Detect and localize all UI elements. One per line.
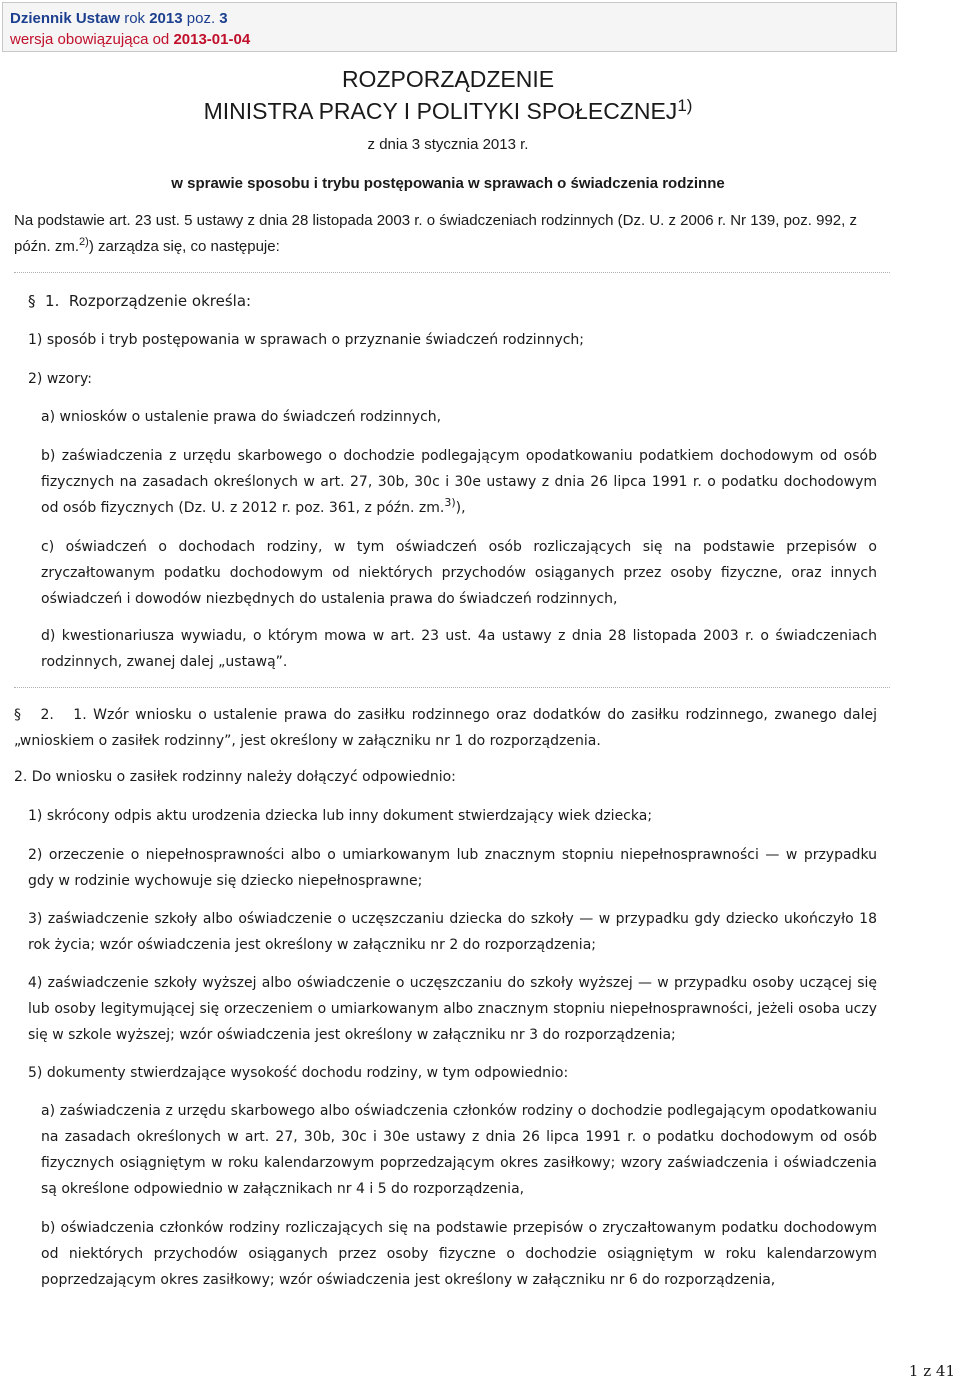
paragraph: b) oświadczenia członków rodziny rozliczających się na podstawie przepisów o zryczałtowanym podatku dochodowym od niektórych przychodów osiąganych przez osoby fizyczne o dochodzie osiągniętym w roku kalendarzowym poprzedzającym okres zasiłkowy; wzór oświadczenia jest określony w załączniku nr 6 do rozporządzenia,: [41, 1220, 877, 1288]
section-2-number: 2.: [40, 707, 54, 723]
document-subject: w sprawie sposobu i trybu postępowania w sprawach o świadczenia rodzinne: [171, 175, 725, 192]
paragraph: 1) skrócony odpis aktu urodzenia dziecka lub inny dokument stwierdzający wiek dziecka;: [28, 808, 653, 824]
paragraph: § 2. 1. Wzór wniosku o ustalenie prawa do zasiłku rodzinnego oraz dodatków do zasiłku rodzinnego, zwanego dalej „wnioskiem o zasiłek rodzinny”, jest określony w załączniku nr 1 do rozporządzenia.: [14, 707, 877, 749]
page-number: 1 z 41: [908, 1362, 955, 1380]
paragraph: a) zaświadczenia z urzędu skarbowego albo oświadczenia członków rodziny o dochodzie podlegającym opodatkowaniu na zasadach określonych w art. 27, 30b, 30c i 30e ustawy z dnia 26 lipca 1991 r. o podatku dochodowym od osób fizycznych osiągniętym w roku kalendarzowym poprzedzającym okres zasiłkowy; wzory zaświadczenia i oświadczenia są określone odpowiednio w załącznikach nr 4 i 5 do rozporządzenia,: [41, 1103, 877, 1197]
paragraph: c) oświadczeń o dochodach rodziny, w tym oświadczeń osób rozliczających się na podstawie przepisów o zryczałtowanym podatku dochodowym od niektórych przychodów osiąganych przez osoby fizyczne, oraz innych oświadczeń i dowodów niezbędnych do ustalenia prawa do świadczeń rodzinnych,: [41, 539, 877, 607]
paragraph: 3) zaświadczenie szkoły albo oświadczenie o uczęszczaniu dziecka do szkoły — w przypadku gdy dziecko ukończyło 18 rok życia; wzór oświadczenia jest określony w załączniku nr 2 do rozporządzenia;: [28, 911, 877, 953]
paragraph: 5) dokumenty stwierdzające wysokość dochodu rodziny, w tym odpowiednio:: [28, 1065, 569, 1081]
footnote-ref[interactable]: 1): [677, 96, 693, 115]
paragraph: 2) wzory:: [28, 371, 92, 387]
document-date: z dnia 3 stycznia 2013 r.: [367, 136, 529, 153]
paragraph: b) zaświadczenia z urzędu skarbowego o dochodzie podlegającym opodatkowaniu podatkiem dochodowym od osób fizycznych na zasadach określonych w art. 27, 30b, 30c i 30e ustawy z dnia 26 lipca 1991 r. o podatku dochodowym od osób fizycznych (Dz. U. z 2012 r. poz. 361, z późn. zm.$^{3)}$),: [41, 448, 877, 516]
version-info: wersja obowiązująca od 2013-01-04: [10, 31, 251, 48]
paragraph: a) wniosków o ustalenie prawa do świadczeń rodzinnych,: [41, 409, 442, 425]
journal-reference: Dziennik Ustaw rok 2013 poz. 3: [10, 10, 228, 27]
section-divider: [14, 272, 890, 273]
paragraph: 1) sposób i tryb postępowania w sprawach o przyznanie świadczeń rodzinnych;: [28, 332, 585, 348]
paragraph: 2) orzeczenie o niepełnosprawności albo o umiarkowanym lub znacznym stopniu niepełnosprawności — w przypadku gdy w rodzinie wychowuje się dziecko niepełnosprawne;: [28, 847, 877, 889]
document-title: ROZPORZĄDZENIE: [341, 66, 555, 92]
section-divider: [14, 687, 890, 688]
section-1-heading: § 1. Rozporządzenie określa:: [28, 292, 252, 310]
paragraph: 2. Do wniosku o zasiłek rodzinny należy dołączyć odpowiednio:: [14, 769, 456, 785]
document-version-badge: [2, 2, 897, 52]
legal-basis: Na podstawie art. 23 ust. 5 ustawy z dnia 28 listopada 2003 r. o świadczeniach rodzinnych (Dz. U. z 2006 r. Nr 139, poz. 992, z późn. zm.$^{2)}$) zarządza się, co następuje:: [14, 212, 857, 255]
paragraph: d) kwestionariusza wywiadu, o którym mowa w art. 23 ust. 4a ustawy z dnia 28 listopada 2003 r. o świadczeniach rodzinnych, zwanej dalej „ustawą”.: [41, 628, 877, 670]
paragraph: 4) zaświadczenie szkoły wyższej albo oświadczenie o uczęszczaniu do szkoły wyższej — w przypadku osoby uczącej się lub osoby legitymującej się orzeczeniem o umiarkowanym albo znacznym stopniu niepełnosprawności, jeżeli osoba uczy się w szkole wyższej; wzór oświadczenia jest określony w załączniku nr 3 do rozporządzenia;: [28, 975, 877, 1043]
footnote-ref[interactable]: 3): [444, 496, 456, 509]
document-issuer: MINISTRA PRACY I POLITYKI SPOŁECZNEJ$^{1)}$: [203, 96, 693, 124]
section-2-symbol: §: [14, 707, 21, 723]
footnote-ref[interactable]: 2): [79, 236, 89, 248]
